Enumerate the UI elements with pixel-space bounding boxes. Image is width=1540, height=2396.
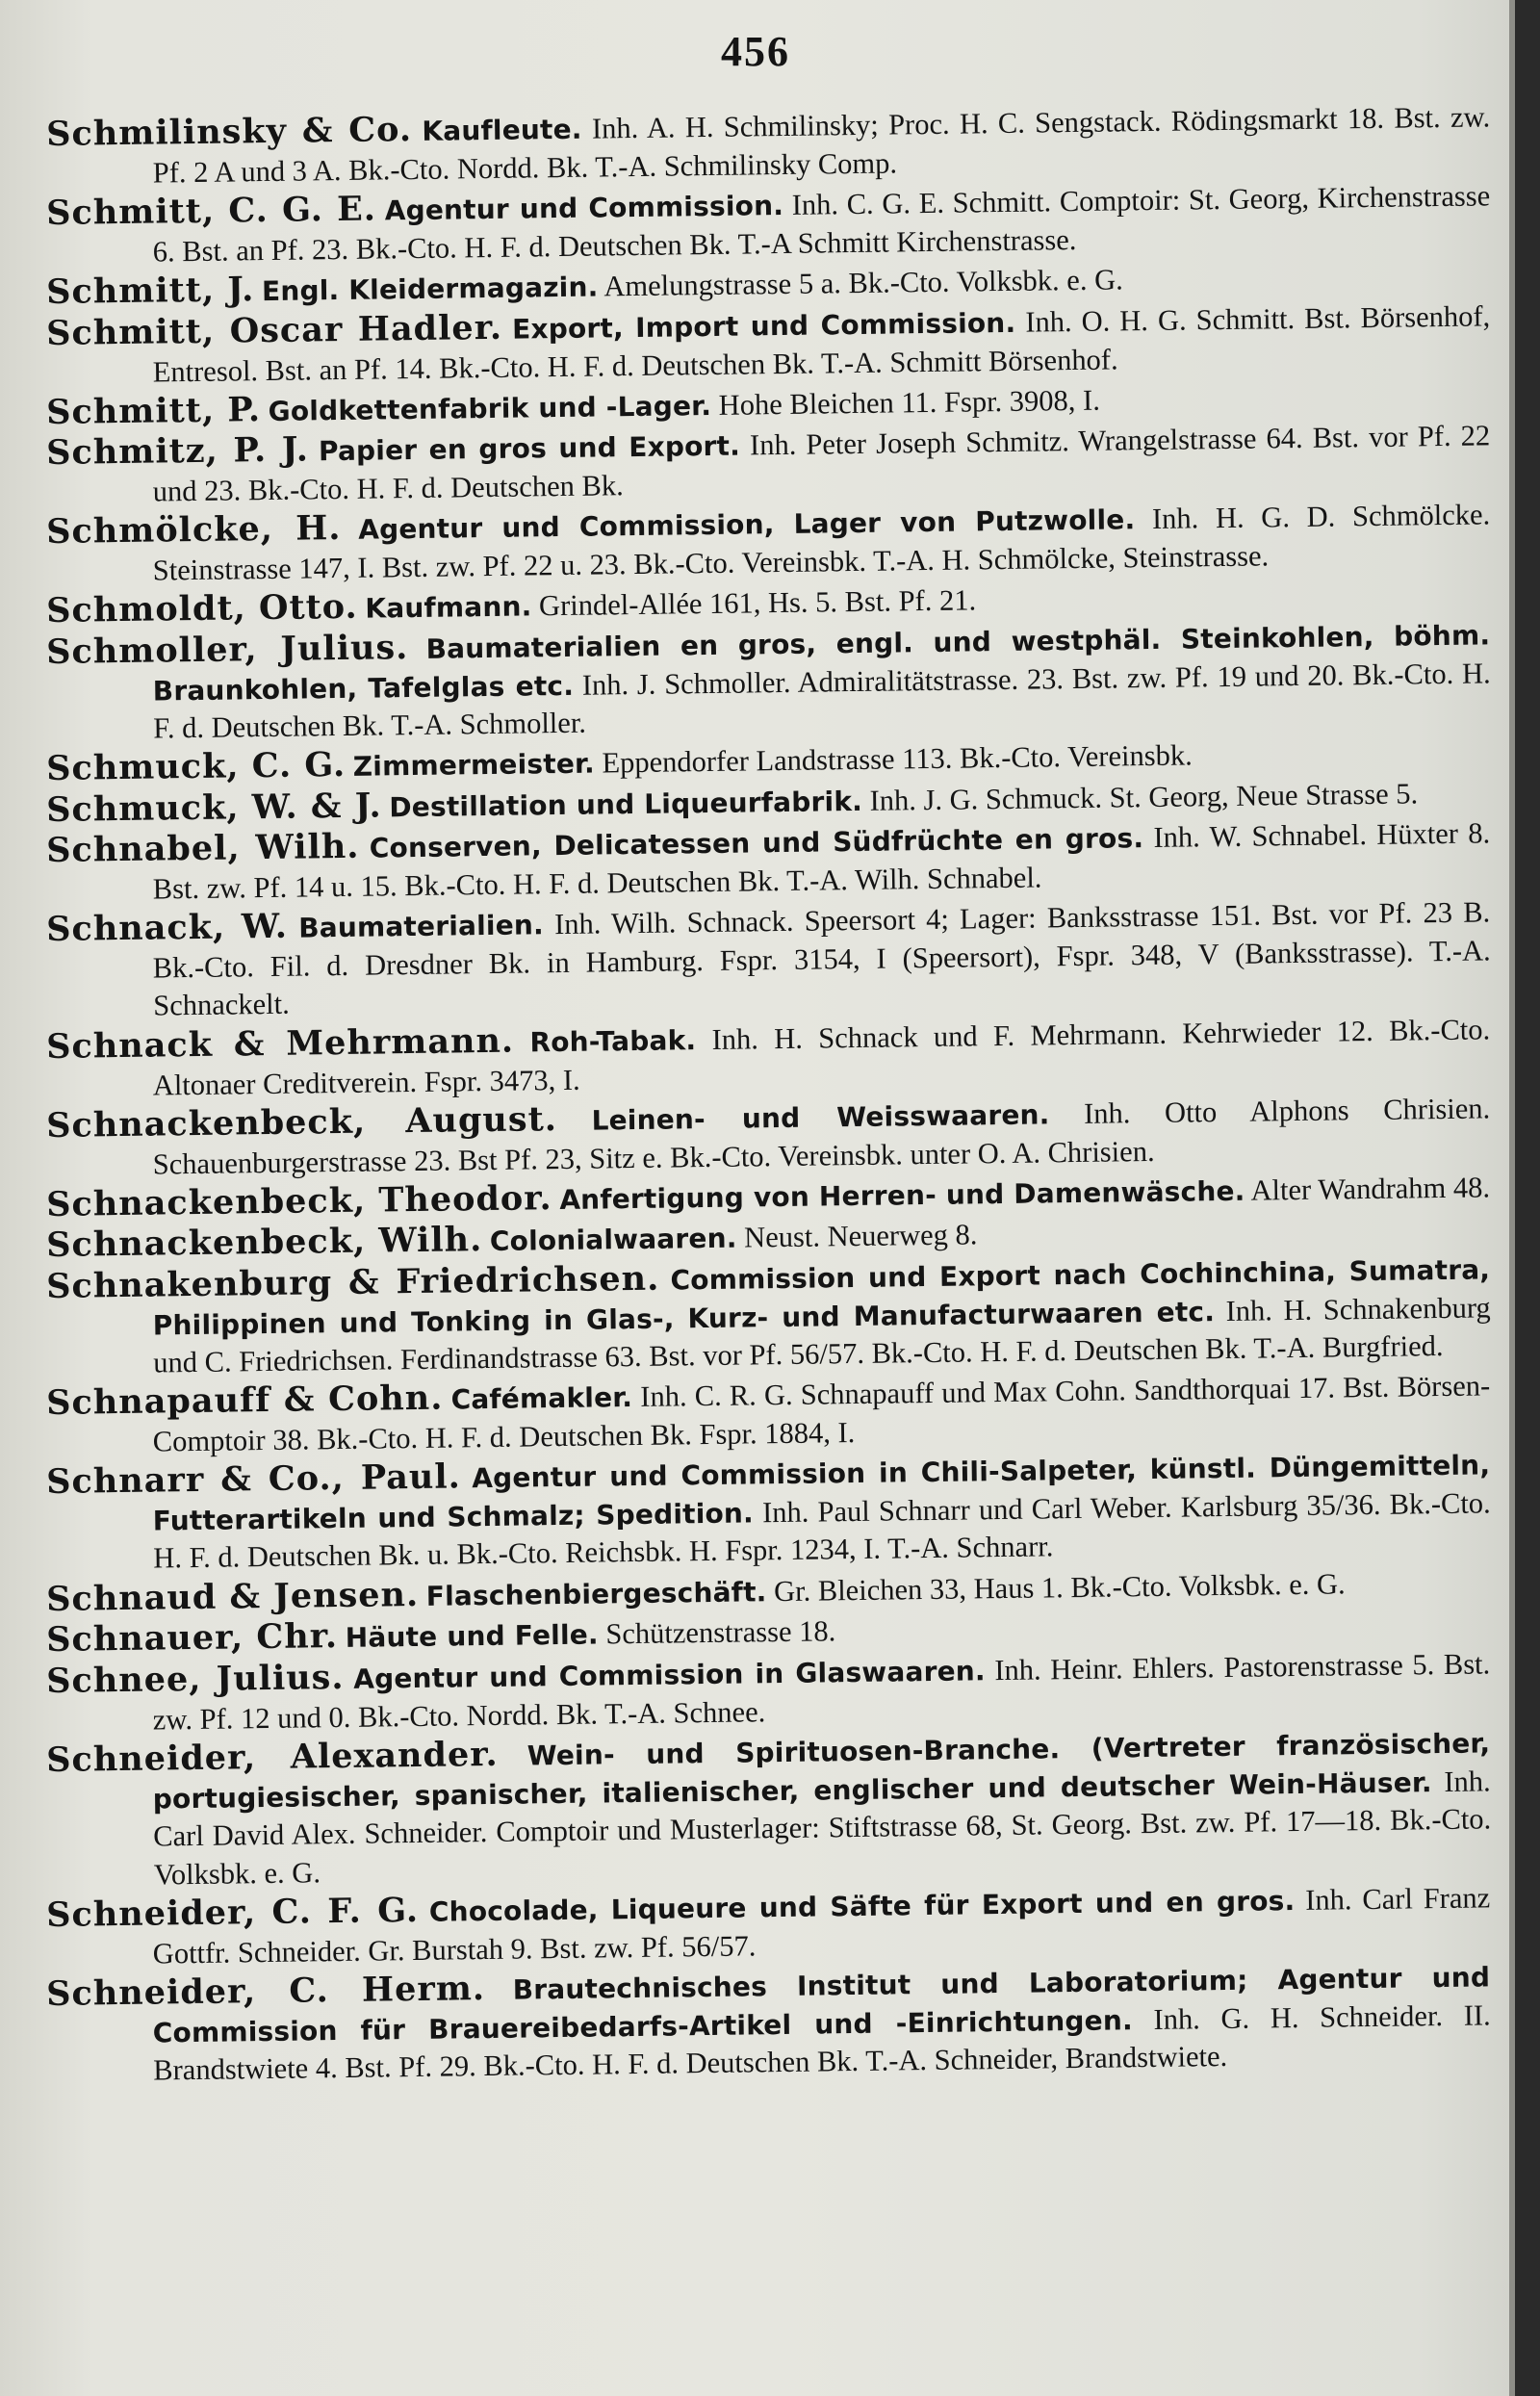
entry-rest: Inh. Carl David Alex. Schneider. Comptoir und Musterlager: Stiftstrasse 68, St. Georg. Bst. zw. Pf. 17—18. Bk.-Cto. Volksbk. e. G. [153,1764,1492,1891]
entry-trade: Agentur und Commission, Lager von Putzwolle. [357,503,1136,546]
entry-name: Schmitt, Oscar Hadler. [45,307,503,353]
entry-rest: Eppendorfer Landstrasse 113. Bk.-Cto. Vereinsbk. [602,738,1193,780]
entry-rest: Inh. Otto Alphons Chrisien. Schauenburgerstrasse 23. Bst Pf. 23, Sitz e. Bk.-Cto. Vereinsbk. unter O. A. Chrisien. [152,1091,1491,1180]
entry-rest: Inh. Peter Joseph Schmitz. Wrangelstrasse 64. Bst. vor Pf. 22 und 23. Bk.-Cto. H. F. d. Deutschen Bk. [152,419,1491,508]
entry-rest: Alter Wandrahm 48. [1250,1170,1491,1207]
entry-rest: Inh. H. Schnakenburg und C. Friedrichsen. Ferdinandstrasse 63. Bst. vor Pf. 56/57. Bk.-Cto. H. F. d. Deutschen Bk. T.-A. Burgfried. [153,1290,1491,1379]
entry-name: Schmoller, Julius. [45,627,409,672]
entry-name: Schnackenbeck, Wilh. [45,1220,483,1265]
entry-rest: Inh. C. G. E. Schmitt. Comptoir: St. Georg, Kirchenstrasse 6. Bst. an Pf. 23. Bk.-Cto. H. F. d. Deutschen Bk. T.-A Schmitt Kirchenstrasse. [152,179,1491,269]
directory-entry [46,1722,1492,1895]
entry-rest: Inh. A. H. Schmilinsky; Proc. H. C. Sengstack. Rödingsmarkt 18. Bst. zw. Pf. 2 A und 3 A. Bk.-Cto. Nordd. Bk. T.-A. Schmilinsky Comp. [152,100,1491,190]
entry-name: Schnee, Julius. [45,1657,345,1701]
entry-rest: Neust. Neuerweg 8. [743,1218,978,1254]
entry-trade: Papier en gros und Export. [318,429,741,468]
entry-rest: Inh. W. Schnabel. Hüxter 8. Bst. zw. Pf. 14 u. 15. Bk.-Cto. H. F. d. Deutschen Bk. T.-A. Wilh. Schnabel. [152,816,1491,906]
entry-name: Schnackenbeck, Theodor. [45,1177,552,1224]
entry-name: Schmoldt, Otto. [45,586,358,631]
directory-entries [45,100,1492,2092]
entry-trade: Anfertigung von Herren- und Damenwäsche. [559,1174,1245,1216]
entry-rest: Hohe Bleichen 11. Fspr. 3908, I. [718,383,1101,422]
entry-name: Schmitt, C. G. E. [45,189,377,233]
entry-rest: Gr. Bleichen 33, Haus 1. Bk.-Cto. Volksbk. e. G. [773,1566,1346,1608]
entry-rest: Inh. Heinr. Ehlers. Pastorenstrasse 5. Bst. zw. Pf. 12 und 0. Bk.-Cto. Nordd. Bk. T.-A. Schnee. [152,1646,1491,1736]
entry-trade: Roh-Tabak. [529,1023,697,1058]
entry-name: Schnackenbeck, August. [45,1098,558,1146]
entry-rest: Grindel-Allée 161, Hs. 5. Bst. Pf. 21. [538,583,977,623]
entry-trade: Häute und Felle. [345,1618,599,1654]
entry-name: Schmuck, C. G. [45,744,346,788]
entry-rest: Inh. Wilh. Schnack. Speersort 4; Lager: Banksstrasse 151. Bst. vor Pf. 23 B. Bk.-Cto. Fil. d. Dresdner Bk. in Hamburg. Fspr. 3154, I (Speersort), Fspr. 348, V (Banksstrasse). T.-A. Schnackelt. [152,895,1491,1022]
entry-trade: Wein- und Spirituosen-Branche. (Vertreter französischer, portugiesischer, spanischer, italienischer, englischer und deutscher Wein-Häuser. [152,1726,1491,1815]
entry-name: Schneider, C. F. G. [45,1890,420,1935]
entry-trade: Leinen- und Weisswaaren. [591,1097,1050,1137]
entry-name: Schmitz, P. J. [45,429,310,473]
entry-trade: Destillation und Liqueurfabrik. [389,785,863,823]
entry-trade: Commission und Export nach Cochinchina, Sumatra, Philippinen und Tonking in Glas-, Kurz- und Manufacturwaaren etc. [152,1252,1491,1341]
entry-name: Schmölcke, H. [45,507,342,552]
entry-rest: Inh. H. G. D. Schmölcke. Steinstrasse 147, I. Bst. zw. Pf. 22 u. 23. Bk.-Cto. Vereinsbk. T.-A. H. Schmölcke, Steinstrasse. [152,498,1491,587]
directory-entry [46,1249,1491,1383]
entry-name: Schnauer, Chr. [45,1616,339,1660]
entry-name: Schmilinsky & Co. [45,110,413,154]
page-number: 456 [721,28,790,75]
entry-name: Schneider, C. Herm. [45,1968,486,2014]
scan-border [1515,0,1540,2396]
entry-rest: Inh. H. Schnack und F. Mehrmann. Kehrwieder 12. Bk.-Cto. Altonaer Creditverein. Fspr. 3473, I. [152,1012,1491,1101]
directory-entry [46,891,1491,1026]
entry-trade: Agentur und Commission in Glaswaaren. [352,1654,986,1695]
entry-trade: Goldkettenfabrik und -Lager. [268,389,712,427]
entry-rest: Inh. C. R. G. Schnapauff und Max Cohn. Sandthorquai 17. Bst. Börsen-Comptoir 38. Bk.-Cto. H. F. d. Deutschen Bk. Fspr. 1884, I. [152,1369,1491,1458]
entry-trade: Flaschenbiergeschäft. [425,1575,767,1612]
entry-name: Schmitt, P. [45,389,262,432]
entry-trade: Conserven, Delicatessen und Südfrüchte en gros. [369,822,1144,864]
entry-trade: Cafémakler. [450,1381,633,1416]
entry-name: Schnapauff & Cohn. [45,1378,444,1423]
entry-rest: Inh. Paul Schnarr und Carl Weber. Karlsburg 35/36. Bk.-Cto. H. F. d. Deutschen Bk. u. Bk.-Cto. Reichsbk. H. Fspr. 1234, I. T.-A. Schnarr. [153,1485,1491,1575]
entry-trade: Baumaterialien. [297,909,545,944]
entry-name: Schmuck, W. & J. [45,785,382,830]
entry-rest: Amelungstrasse 5 a. Bk.-Cto. Volksbk. e. G. [603,263,1123,303]
entry-trade: Agentur und Commission. [384,189,784,227]
entry-name: Schnarr & Co., Paul. [45,1456,462,1502]
entry-trade: Agentur und Commission in Chili-Salpeter, künstl. Düngemitteln, Futterartikeln und Schmalz; Spedition. [152,1449,1491,1537]
entry-rest: Inh. Carl Franz Gottfr. Schneider. Gr. Burstah 9. Bst. zw. Pf. 56/57. [152,1880,1491,1970]
entry-trade: Kaufmann. [365,590,532,625]
entry-rest: Inh. O. H. G. Schmitt. Bst. Börsenhof, Entresol. Bst. an Pf. 14. Bk.-Cto. H. F. d. Deutschen Bk. T.-A. Schmitt Börsenhof. [152,298,1491,388]
entry-rest: Inh. J. Schmoller. Admiralitätstrasse. 23. Bst. zw. Pf. 19 und 20. Bk.-Cto. H. F. d. Deutschen Bk. T.-A. Schmoller. [153,656,1491,745]
entry-rest: Schützenstrasse 18. [605,1614,836,1651]
entry-name: Schnack, W. [45,906,289,949]
directory-entry [46,1956,1491,2091]
entry-name: Schnaud & Jensen. [45,1574,420,1619]
entry-trade: Export, Import und Commission. [511,306,1016,346]
entry-name: Schmitt, J. [45,270,255,312]
entry-rest: Inh. G. H. Schneider. II. Brandstwiete 4. Bst. Pf. 29. Bk.-Cto. H. F. d. Deutschen Bk. T.-A. Schneider, Brandstwiete. [153,1997,1491,2087]
entry-name: Schneider, Alexander. [45,1734,499,1780]
entry-trade: Engl. Kleidermagazin. [261,271,599,308]
entry-trade: Zimmermeister. [352,747,596,783]
entry-name: Schnack & Mehrmann. [45,1020,515,1067]
entry-trade: Chocolade, Liqueure und Säfte für Export und en gros. [428,1884,1296,1928]
entry-trade: Brautechnisches Institut und Laboratorium; Agentur und Commission für Brauereibedarfs-Artikel und -Einrichtungen. [152,1960,1491,2048]
entry-name: Schnakenburg & Friedrichsen. [45,1258,660,1306]
entry-name: Schnabel, Wilh. [45,826,360,870]
directory-entry [46,1444,1491,1579]
directory-entry [46,614,1491,749]
entry-rest: Inh. J. G. Schmuck. St. Georg, Neue Strasse 5. [869,776,1419,817]
entry-trade: Kaufleute. [422,113,582,147]
entry-trade: Colonialwaaren. [489,1222,737,1257]
entry-trade: Baumaterialien en gros, engl. und westphäl. Steinkohlen, böhm. Braunkohlen, Tafelglas etc. [152,618,1491,707]
